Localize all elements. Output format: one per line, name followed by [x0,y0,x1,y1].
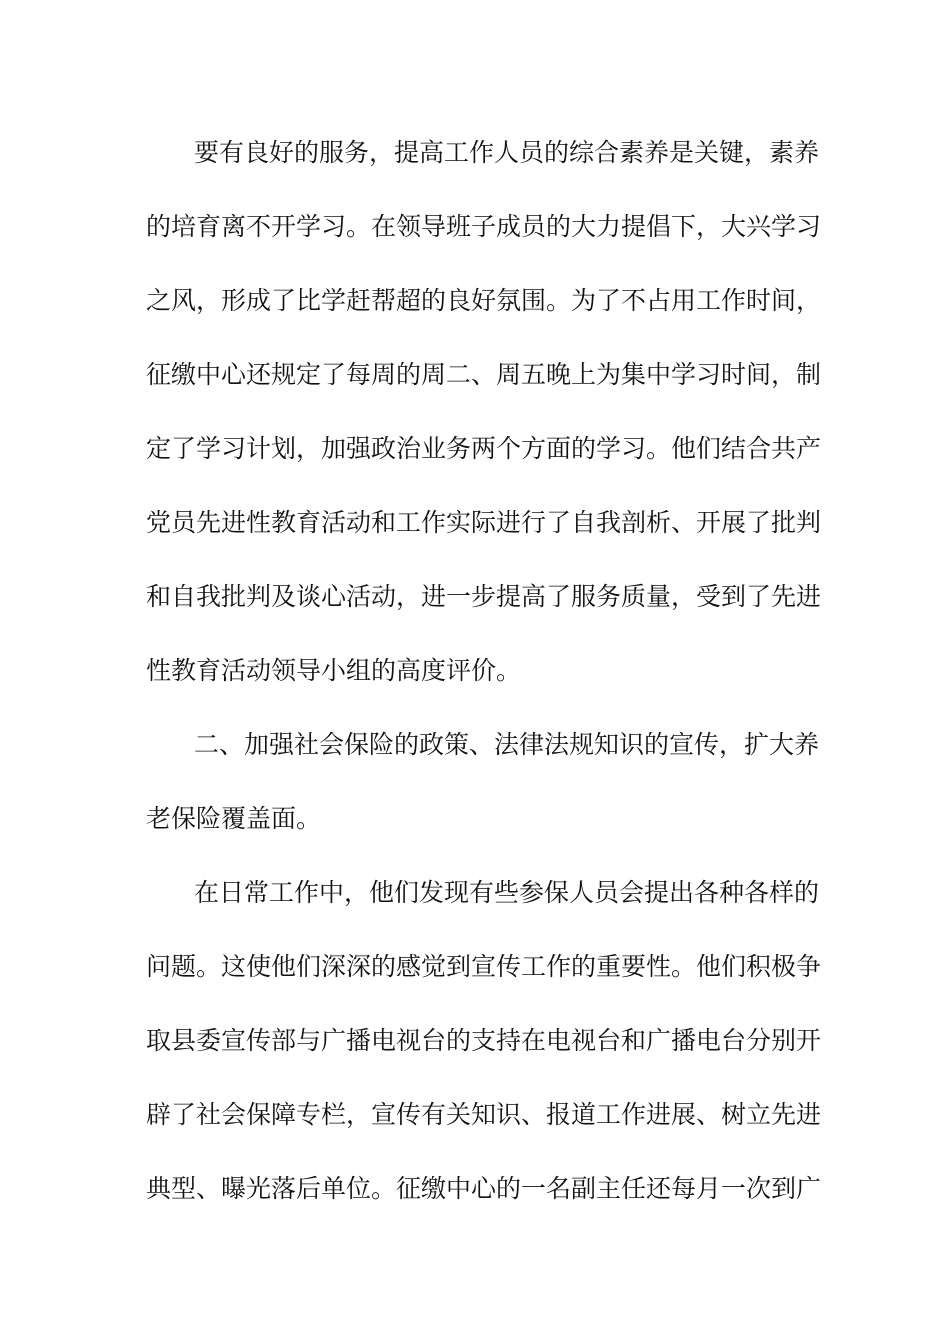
paragraph-2-line-4: 辟了社会保障专栏，宣传有关知识、报道工作进展、树立先进 [146,1100,822,1129]
paragraph-1-line-1: 要有良好的服务，提高工作人员的综合素养是关键，素养 [194,138,820,167]
paragraph-2-line-3: 取县委宣传部与广播电视台的支持在电视台和广播电台分别开 [146,1026,822,1055]
paragraph-1-line-8: 性教育活动领导小组的高度评价。 [146,656,522,685]
paragraph-1-line-2: 的培育离不开学习。在领导班子成员的大力提倡下，大兴学习 [146,212,822,241]
section-heading-line-1: 二、加强社会保险的政策、法律法规知识的宣传，扩大养 [194,730,820,759]
paragraph-1-line-7: 和自我批判及谈心活动，进一步提高了服务质量，受到了先进 [146,582,822,611]
paragraph-1-line-3: 之风，形成了比学赶帮超的良好氛围。为了不占用工作时间， [146,286,822,315]
paragraph-1-line-6: 党员先进性教育活动和工作实际进行了自我剖析、开展了批判 [146,508,822,537]
paragraph-2-line-5: 典型、曝光落后单位。征缴中心的一名副主任还每月一次到广 [146,1174,822,1203]
paragraph-1-line-4: 征缴中心还规定了每周的周二、周五晚上为集中学习时间，制 [146,360,822,389]
section-heading-line-2: 老保险覆盖面。 [146,804,322,833]
paragraph-2-line-2: 问题。这使他们深深的感觉到宣传工作的重要性。他们积极争 [146,952,822,981]
paragraph-2-line-1: 在日常工作中，他们发现有些参保人员会提出各种各样的 [194,878,820,907]
paragraph-1-line-5: 定了学习计划，加强政治业务两个方面的学习。他们结合共产 [146,434,822,463]
